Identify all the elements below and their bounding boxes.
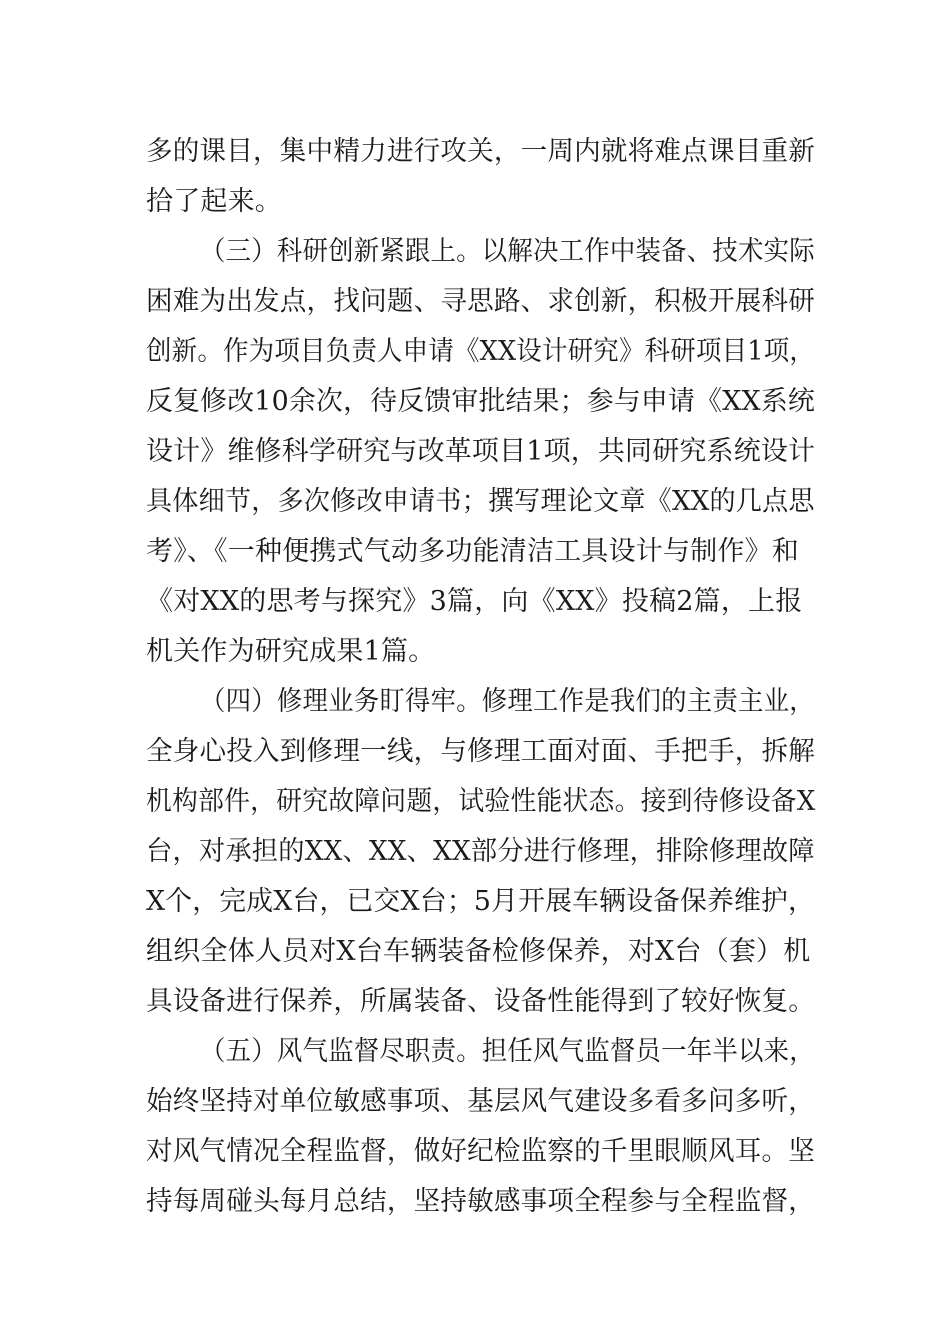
- paragraph-heading-line: （四）修理业务盯得牢。修理工作是我们的主责主业，: [200, 686, 815, 717]
- paragraph-heading-line: （三）科研创新紧跟上。以解决工作中装备、技术实际: [200, 236, 815, 267]
- text-line: 全身心投入到修理一线，与修理工面对面、手把手，拆解: [146, 736, 815, 767]
- text-line: 创新。作为项目负责人申请《XX设计研究》科研项目1项，: [146, 336, 816, 367]
- text-line: 设计》维修科学研究与改革项目1项，共同研究系统设计: [146, 436, 816, 467]
- text-line: 拾了起来。: [146, 186, 282, 217]
- text-line: 机关作为研究成果1篇。: [146, 636, 436, 667]
- text-line: 考》、《一种便携式气动多功能清洁工具设计与制作》和: [146, 536, 799, 567]
- text-line: 困难为出发点，找问题、寻思路、求创新，积极开展科研: [146, 286, 815, 317]
- text-line: 对风气情况全程监督，做好纪检监察的千里眼顺风耳。坚: [146, 1136, 815, 1167]
- text-line: 多的课目，集中精力进行攻关，一周内就将难点课目重新: [146, 136, 815, 167]
- text-line: 具设备进行保养，所属装备、设备性能得到了较好恢复。: [146, 986, 815, 1017]
- text-line: X个，完成X台，已交X台；5月开展车辆设备保养维护，: [146, 886, 816, 917]
- text-line: 机构部件，研究故障问题，试验性能状态。接到待修设备X: [146, 786, 816, 817]
- text-line: 持每周碰头每月总结，坚持敏感事项全程参与全程监督，: [146, 1186, 815, 1217]
- text-line: 具体细节，多次修改申请书；撰写理论文章《XX的几点思: [146, 486, 815, 517]
- paragraph-heading-line: （五）风气监督尽职责。担任风气监督员一年半以来，: [200, 1036, 815, 1067]
- text-line: 始终坚持对单位敏感事项、基层风气建设多看多问多听，: [146, 1086, 815, 1117]
- text-line: 反复修改10余次，待反馈审批结果；参与申请《XX系统: [146, 386, 815, 417]
- text-line: 组织全体人员对X台车辆装备检修保养，对X台（套）机: [146, 936, 811, 967]
- text-line: 台，对承担的XX、XX、XX部分进行修理，排除修理故障: [146, 836, 815, 867]
- text-line: 《对XX的思考与探究》3篇，向《XX》投稿2篇，上报: [146, 586, 803, 617]
